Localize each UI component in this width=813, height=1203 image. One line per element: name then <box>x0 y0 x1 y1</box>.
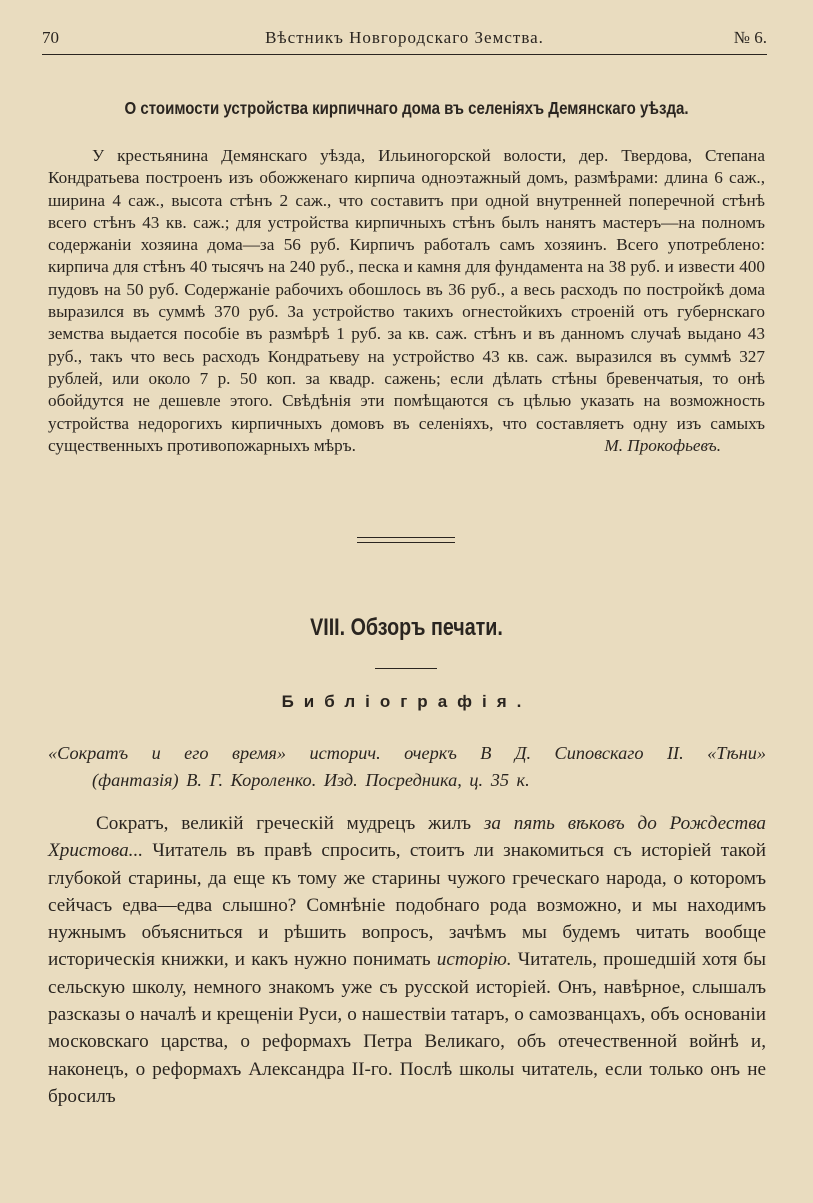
review-text-start: Сократъ, великій греческій мудрецъ жилъ <box>96 813 484 834</box>
journal-title: Вѣстникъ Новгородскаго Земства. <box>265 28 544 47</box>
review-body <box>48 810 766 1110</box>
review-emphasis-2: исторію. <box>436 949 512 971</box>
review-paragraph <box>48 810 766 1110</box>
review-emphasis-1: за пять вѣковъ до Рождества Христова... <box>48 813 767 862</box>
issue-number: № 6. <box>733 28 767 47</box>
article-body <box>48 145 765 457</box>
page-number: 70 <box>42 28 59 47</box>
page-header <box>42 20 767 55</box>
author-signature: М. Прокофьевъ. <box>604 435 721 455</box>
article-paragraph <box>48 145 765 457</box>
section-rule <box>375 668 437 669</box>
bibliography-entry <box>48 740 766 794</box>
review-text-middle: Читатель въ правѣ спросить, стоитъ ли знакомиться съ исторіей такой глубокой старины, да еще къ тому же старины чужого греческаго народа, о которомъ сейчасъ едва—едва слышно? Сомнѣніе подобнаго рода возможно, и мы находимъ нужнымъ объясниться и рѣшить вопросъ, зачѣмъ мы будемъ читать вообще историческія книжки, и какъ нужно понимать <box>48 840 766 971</box>
article-title: О стоимости устройства кирпичнаго дома въ селеніяхъ Демянскаго уѣзда. <box>124 98 689 118</box>
bibliography-line-1: «Сократъ и его время» историч. очеркъ В Д. Сиповскаго II. «Тѣни» <box>48 743 766 763</box>
bibliography-line-2: (фантазія) В. Г. Короленко. Изд. Посредника, ц. 35 к. <box>92 770 530 790</box>
review-text-end: Читатель, прошедшій хотя бы сельскую школу, немного знакомъ уже съ русской исторіей. Онъ, навѣрное, слышалъ разсказы о началѣ и крещеніи Руси, о нашествіи татаръ, о самозванцахъ, объ основаніи московскаго царства, о реформахъ Петра Великаго, объ отечественной войнѣ и, наконецъ, о реформахъ Александра II-го. Послѣ школы читатель, если только онъ не бросилъ <box>48 949 766 1107</box>
section-title: VIII. Обзоръ печати. <box>310 614 503 641</box>
subsection-title: Библіографія. <box>281 692 532 711</box>
article-text: У крестьянина Демянскаго уѣзда, Ильиногорской волости, дер. Твердова, Степана Кондратьева построенъ изъ обожженаго кирпича одноэтажный домъ, размѣрами: длина 6 саж., ширина 4 саж., высота стѣнъ 2 саж., что составитъ при одной внутренней поперечной стѣнѣ всего стѣнъ 43 кв. саж.; для устройства кирпичныхъ стѣнъ былъ нанятъ мастеръ—на полномъ содержаніи хозяина дома—за 56 руб. Кирпичъ работалъ самъ хозяинъ. Всего употреблено: кирпича для стѣнъ 40 тысячъ на 240 руб., песка и камня для фундамента на 38 руб. и извести 400 пудовъ на 50 руб. Содержаніе рабочихъ обошлось въ 36 руб., а весь расходъ по постройкѣ дома выразился въ суммѣ 370 руб. За устройство такихъ огнестойкихъ строеній отъ губернскаго земства выдается пособіе въ размѣрѣ 1 руб. за кв. саж. стѣнъ и въ данномъ случаѣ выдано 43 руб., такъ что весь расходъ Кондратьеву на устройство 43 кв. саж. выразился въ суммѣ 327 рублей, или около 7 р. 50 коп. за квадр. сажень; если дѣлать стѣны бревенчатыя, то онѣ обойдутся не дешевле этого. Свѣдѣнія эти помѣщаются съ цѣлью указать на возможность устройства недорогихъ кирпичныхъ домовъ въ селеніяхъ, что составляетъ одну изъ самыхъ существенныхъ противопожарныхъ мѣръ. <box>48 146 765 455</box>
section-divider <box>357 537 455 543</box>
